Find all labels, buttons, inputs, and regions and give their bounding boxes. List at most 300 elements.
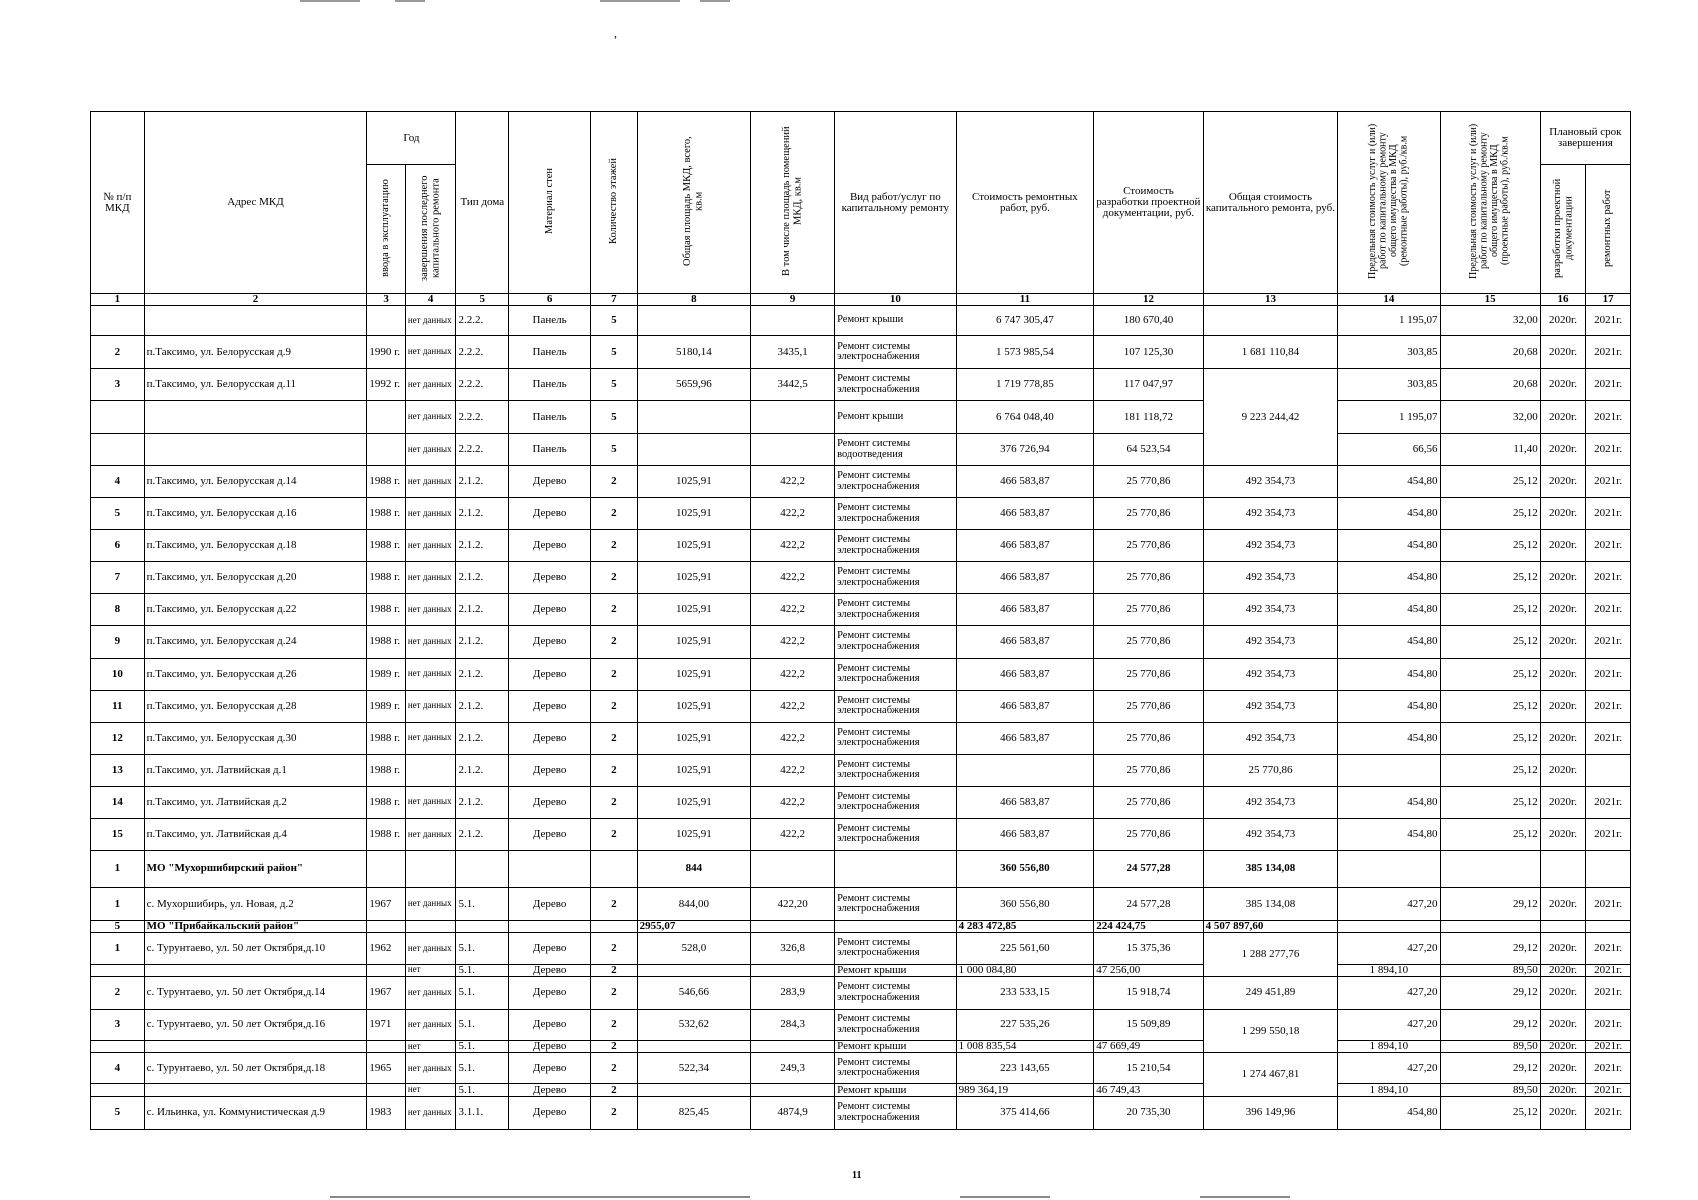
table-cell <box>405 1009 456 1040</box>
table-cell: 2 <box>591 594 638 626</box>
table-cell: 6 764 048,40 <box>956 401 1094 434</box>
table-cell: Ремонт крыши <box>835 1041 956 1053</box>
header-address: Адрес МКД <box>144 112 367 294</box>
table-cell <box>405 658 456 690</box>
table-cell <box>405 165 456 294</box>
table-cell: 454,80 <box>1338 818 1440 850</box>
cell-text: Ремонт системы электроснабжения <box>837 630 920 652</box>
table-cell <box>405 754 456 786</box>
table-cell: 2021г. <box>1586 434 1631 466</box>
table-cell: 2021г. <box>1586 1053 1631 1084</box>
table-cell <box>144 1084 367 1096</box>
table-cell <box>835 594 956 626</box>
page-number: 11 <box>852 1170 862 1181</box>
cell-text: Ремонт системы водоотведения <box>837 438 911 460</box>
table-cell <box>509 850 591 887</box>
cell-text: Ремонт системы электроснабжения <box>837 534 920 556</box>
table-row <box>91 754 1631 786</box>
cell-text: нет данных <box>407 1107 452 1118</box>
table-cell: п.Таксимо, ул. Белорусская д.18 <box>144 530 367 562</box>
cell-text: нет <box>407 964 421 975</box>
table-cell: 5 <box>91 921 145 933</box>
table-cell: 2.1.2. <box>456 626 509 658</box>
table-cell <box>1440 921 1540 933</box>
cell-text: Ремонт системы электроснабжения <box>837 373 920 395</box>
table-cell <box>1586 850 1631 887</box>
table-cell: 15 <box>91 818 145 850</box>
table-cell <box>835 754 956 786</box>
table-cell: 2020г. <box>1540 722 1586 754</box>
table-cell: 454,80 <box>1338 1096 1440 1129</box>
table-cell: 422,2 <box>751 530 835 562</box>
table-cell: 376 726,94 <box>956 434 1094 466</box>
table-cell: 1025,91 <box>637 530 750 562</box>
table-cell: 5 <box>91 498 145 530</box>
header-year-last-repair: завершения последнего капитального ремонта <box>419 174 442 281</box>
table-cell: Дерево <box>509 530 591 562</box>
table-cell <box>637 434 750 466</box>
table-cell: 1025,91 <box>637 562 750 594</box>
table-cell: 2.2.2. <box>456 335 509 368</box>
table-cell <box>1440 850 1540 887</box>
cell-text: нет данных <box>407 443 452 454</box>
table-cell <box>956 754 1094 786</box>
table-cell <box>405 335 456 368</box>
header-limit-repair: Предельная стоимость услуг и (или) работ по капитальному ремонту общего имущества в МКД (ремонтные работы), руб./кв.м <box>1366 123 1410 279</box>
table-cell: 64 523,54 <box>1094 434 1203 466</box>
table-cell: 492 354,73 <box>1203 818 1338 850</box>
table-cell <box>751 850 835 887</box>
table-cell: Панель <box>509 434 591 466</box>
header-deadline-design: разработки проектной документации <box>1551 177 1575 278</box>
table-cell: 15 210,54 <box>1094 1053 1203 1084</box>
table-cell: 396 149,96 <box>1203 1096 1338 1129</box>
table-cell: 5.1. <box>456 888 509 921</box>
table-cell <box>835 562 956 594</box>
stray-mark: , <box>614 26 617 40</box>
table-cell: 223 143,65 <box>956 1053 1094 1084</box>
table-cell: 117 047,97 <box>1094 369 1203 401</box>
table-cell: 1988 г. <box>367 626 405 658</box>
table-cell: 1983 <box>367 1096 405 1129</box>
table-cell: 492 354,73 <box>1203 626 1338 658</box>
table-cell: 25,12 <box>1440 594 1540 626</box>
table-cell <box>405 306 456 336</box>
table-cell <box>835 530 956 562</box>
table-cell: 2 <box>591 888 638 921</box>
table-cell <box>405 850 456 887</box>
table-cell: 2.1.2. <box>456 466 509 498</box>
table-cell: 2 <box>591 976 638 1009</box>
table-cell <box>367 401 405 434</box>
table-cell: 492 354,73 <box>1203 498 1338 530</box>
table-cell <box>1586 165 1631 294</box>
table-cell: 29,12 <box>1440 1053 1540 1084</box>
table-row <box>91 306 1631 336</box>
cell-text: Ремонт системы электроснабжения <box>837 758 920 781</box>
table-cell: 1967 <box>367 976 405 1009</box>
table-cell: 375 414,66 <box>956 1096 1094 1129</box>
table-cell <box>835 921 956 933</box>
cell-text: нет данных <box>407 346 452 357</box>
table-cell: 1 195,07 <box>1338 306 1440 336</box>
table-cell: 29,12 <box>1440 976 1540 1009</box>
table-cell <box>405 626 456 658</box>
table-cell <box>637 112 750 294</box>
table-cell: 1988 г. <box>367 594 405 626</box>
table-cell <box>835 786 956 818</box>
table-cell: 2020г. <box>1540 1009 1586 1040</box>
table-cell: 303,85 <box>1338 335 1440 368</box>
table-cell: Панель <box>509 335 591 368</box>
table-cell: 2021г. <box>1586 1096 1631 1129</box>
table-cell: 2.2.2. <box>456 369 509 401</box>
table-cell: 2.1.2. <box>456 562 509 594</box>
table-cell: 1988 г. <box>367 754 405 786</box>
table-cell: 427,20 <box>1338 1053 1440 1084</box>
table-cell <box>367 964 405 976</box>
cell-text: нет данных <box>407 942 452 953</box>
table-cell <box>835 498 956 530</box>
table-cell: Дерево <box>509 1041 591 1053</box>
table-cell: 2020г. <box>1540 754 1586 786</box>
table-cell: 25 770,86 <box>1094 658 1203 690</box>
header-limit-design: Предельная стоимость услуг и (или) работ по капитальному ремонту общего имущества в МКД (проектные работы), руб./кв.м <box>1468 123 1511 279</box>
table-cell: 2021г. <box>1586 369 1631 401</box>
table-cell <box>405 466 456 498</box>
table-cell: 20,68 <box>1440 335 1540 368</box>
table-cell: 1988 г. <box>367 722 405 754</box>
header-deadline-group: Плановый срок завершения <box>1540 112 1630 165</box>
table-cell <box>405 369 456 401</box>
table-cell: 24 577,28 <box>1094 850 1203 887</box>
table-cell: 89,50 <box>1440 1041 1540 1053</box>
table-cell: 492 354,73 <box>1203 786 1338 818</box>
table-cell: 16 <box>1540 294 1586 306</box>
table-cell: 284,3 <box>751 1009 835 1040</box>
table-cell <box>405 976 456 1009</box>
table-cell <box>405 933 456 964</box>
table-cell: п.Таксимо, ул. Белорусская д.24 <box>144 626 367 658</box>
table-cell: 2 <box>591 498 638 530</box>
table-cell: 492 354,73 <box>1203 466 1338 498</box>
table-cell: 47 669,49 <box>1094 1041 1203 1053</box>
table-cell <box>509 112 591 294</box>
table-cell: 32,00 <box>1440 401 1540 434</box>
table-cell: п.Таксимо, ул. Белорусская д.22 <box>144 594 367 626</box>
table-cell: 454,80 <box>1338 626 1440 658</box>
table-cell: 29,12 <box>1440 888 1540 921</box>
table-cell: 1988 г. <box>367 562 405 594</box>
table-cell: 5180,14 <box>637 335 750 368</box>
table-cell: 422,2 <box>751 594 835 626</box>
table-cell: 2.1.2. <box>456 690 509 722</box>
table-cell <box>405 530 456 562</box>
table-row <box>91 976 1631 1009</box>
table-cell: 2021г. <box>1586 658 1631 690</box>
table-cell: 466 583,87 <box>956 722 1094 754</box>
table-cell <box>144 434 367 466</box>
cell-text: нет данных <box>407 411 452 422</box>
table-cell: 1 274 467,81 <box>1203 1053 1338 1096</box>
table-cell: 2 <box>591 786 638 818</box>
table-cell <box>835 626 956 658</box>
table-row <box>91 1009 1631 1040</box>
table-row <box>91 722 1631 754</box>
table-cell <box>637 306 750 336</box>
table-cell: 4 <box>405 294 456 306</box>
table-cell: 2 <box>591 1053 638 1084</box>
table-cell: 422,20 <box>751 888 835 921</box>
table-cell: 1025,91 <box>637 690 750 722</box>
table-cell: 7 <box>591 294 638 306</box>
table-cell: 427,20 <box>1338 888 1440 921</box>
table-cell: п.Таксимо, ул. Белорусская д.9 <box>144 335 367 368</box>
table-cell: 25 770,86 <box>1094 690 1203 722</box>
table-cell: 825,45 <box>637 1096 750 1129</box>
table-cell: 11 <box>91 690 145 722</box>
table-cell: 2020г. <box>1540 690 1586 722</box>
table-cell: 2021г. <box>1586 722 1631 754</box>
table-cell: Панель <box>509 369 591 401</box>
header-year-commission: ввода в эксплуатацию <box>380 178 392 277</box>
cell-text: Ремонт системы электроснабжения <box>837 892 920 915</box>
table-cell: Дерево <box>509 690 591 722</box>
table-cell: 5.1. <box>456 1041 509 1053</box>
table-cell <box>367 306 405 336</box>
table-cell: 283,9 <box>751 976 835 1009</box>
table-cell: 2020г. <box>1540 626 1586 658</box>
table-cell: 385 134,08 <box>1203 850 1338 887</box>
table-cell: 12 <box>1094 294 1203 306</box>
cell-text: нет данных <box>407 732 452 743</box>
table-cell: 427,20 <box>1338 976 1440 1009</box>
table-cell: п.Таксимо, ул. Белорусская д.11 <box>144 369 367 401</box>
table-cell: 24 577,28 <box>1094 888 1203 921</box>
table-cell <box>835 335 956 368</box>
table-cell <box>835 722 956 754</box>
cell-text: нет данных <box>407 378 452 389</box>
cell-text: Ремонт системы электроснабжения <box>837 598 920 620</box>
table-cell: Ремонт крыши <box>835 1084 956 1096</box>
table-cell: 360 556,80 <box>956 888 1094 921</box>
table-cell: 89,50 <box>1440 964 1540 976</box>
table-cell <box>509 921 591 933</box>
table-cell <box>591 921 638 933</box>
table-cell <box>751 921 835 933</box>
table-cell: 25 770,86 <box>1094 466 1203 498</box>
header-deadline-repair: ремонтных работ <box>1602 188 1614 267</box>
table-cell: 9 <box>91 626 145 658</box>
cell-text: нет данных <box>407 700 452 711</box>
table-cell <box>751 306 835 336</box>
table-cell <box>835 976 956 1009</box>
table-row <box>91 1096 1631 1129</box>
table-cell: 1988 г. <box>367 818 405 850</box>
table-cell: Дерево <box>509 498 591 530</box>
table-cell <box>637 1041 750 1053</box>
table-cell <box>591 850 638 887</box>
table-row <box>91 964 1631 976</box>
table-cell: 25,12 <box>1440 498 1540 530</box>
header-wall-material: Материал стен <box>543 168 555 234</box>
table-cell: 25,12 <box>1440 530 1540 562</box>
table-cell: 12 <box>91 722 145 754</box>
table-cell: 492 354,73 <box>1203 594 1338 626</box>
table-cell: 1 <box>91 850 145 887</box>
table-cell <box>637 401 750 434</box>
table-cell: 25,12 <box>1440 562 1540 594</box>
table-cell: 492 354,73 <box>1203 690 1338 722</box>
table-cell: Дерево <box>509 1096 591 1129</box>
table-row <box>91 466 1631 498</box>
table-cell: 1 <box>91 294 145 306</box>
table-cell: Ремонт крыши <box>835 964 956 976</box>
table-cell: 422,2 <box>751 466 835 498</box>
table-cell: 66,56 <box>1338 434 1440 466</box>
table-cell <box>367 850 405 887</box>
table-cell: 2.2.2. <box>456 401 509 434</box>
table-cell: 13 <box>1203 294 1338 306</box>
table-cell <box>91 1084 145 1096</box>
cell-text: Ремонт системы электроснабжения <box>837 726 920 749</box>
table-cell: с. Мухоршибирь, ул. Новая, д.2 <box>144 888 367 921</box>
table-cell: 2021г. <box>1586 933 1631 964</box>
table-cell: 385 134,08 <box>1203 888 1338 921</box>
table-cell: 844 <box>637 850 750 887</box>
table-cell: 8 <box>91 594 145 626</box>
table-cell: п.Таксимо, ул. Белорусская д.30 <box>144 722 367 754</box>
table-cell: 25 770,86 <box>1094 626 1203 658</box>
table-cell: 427,20 <box>1338 933 1440 964</box>
table-cell <box>144 401 367 434</box>
table-cell: 1025,91 <box>637 754 750 786</box>
table-cell: 2020г. <box>1540 466 1586 498</box>
table-cell: 1 894,10 <box>1338 1084 1440 1096</box>
table-cell: 2 <box>591 1041 638 1053</box>
table-cell: 466 583,87 <box>956 498 1094 530</box>
table-cell <box>367 1084 405 1096</box>
table-cell: 2.2.2. <box>456 434 509 466</box>
table-cell <box>835 1053 956 1084</box>
table-cell: Дерево <box>509 722 591 754</box>
table-cell <box>405 434 456 466</box>
cell-text: Ремонт системы электроснабжения <box>837 1013 920 1035</box>
table-row <box>91 1041 1631 1053</box>
table-cell <box>405 964 456 976</box>
table-cell: 2 <box>591 933 638 964</box>
table-cell: 5.1. <box>456 1084 509 1096</box>
table-cell: 5 <box>591 335 638 368</box>
table-cell: 1 000 084,80 <box>956 964 1094 976</box>
cell-text: нет данных <box>407 604 452 615</box>
table-cell <box>405 1041 456 1053</box>
table-cell: 1 894,10 <box>1338 964 1440 976</box>
table-cell <box>835 369 956 401</box>
table-cell: Дерево <box>509 626 591 658</box>
table-cell: 2021г. <box>1586 976 1631 1009</box>
table-row <box>91 498 1631 530</box>
cell-text: нет данных <box>407 1019 452 1030</box>
table-cell: 5 <box>591 369 638 401</box>
table-cell: 454,80 <box>1338 722 1440 754</box>
table-cell: 454,80 <box>1338 530 1440 562</box>
table-cell: 25 770,86 <box>1094 594 1203 626</box>
cell-text: нет данных <box>407 668 452 679</box>
table-row <box>91 658 1631 690</box>
table-cell: 3 <box>91 369 145 401</box>
table-cell: Дерево <box>509 1053 591 1084</box>
table-cell <box>405 786 456 818</box>
table-cell: 466 583,87 <box>956 562 1094 594</box>
table-cell: 2.1.2. <box>456 594 509 626</box>
table-cell: 15 918,74 <box>1094 976 1203 1009</box>
cell-text: Ремонт системы электроснабжения <box>837 470 920 492</box>
table-cell: 25,12 <box>1440 722 1540 754</box>
table-cell: 2.2.2. <box>456 306 509 336</box>
table-cell: 2021г. <box>1586 818 1631 850</box>
cell-text: Ремонт системы электроснабжения <box>837 981 920 1003</box>
table-cell: 1989 г. <box>367 690 405 722</box>
table-cell <box>367 1041 405 1053</box>
table-cell: 227 535,26 <box>956 1009 1094 1040</box>
table-cell: Дерево <box>509 818 591 850</box>
table-cell: 15 509,89 <box>1094 1009 1203 1040</box>
cell-text: Ремонт крыши <box>837 410 904 422</box>
table-cell <box>405 888 456 921</box>
table-cell: 1 719 778,85 <box>956 369 1094 401</box>
table-cell: 25,12 <box>1440 658 1540 690</box>
table-cell: 466 583,87 <box>956 626 1094 658</box>
table-cell: 46 749,43 <box>1094 1084 1203 1096</box>
table-cell <box>835 818 956 850</box>
table-row <box>91 594 1631 626</box>
table-cell <box>835 306 956 336</box>
table-cell: 25 770,86 <box>1094 818 1203 850</box>
table-cell: 29,12 <box>1440 1009 1540 1040</box>
table-cell: 2021г. <box>1586 690 1631 722</box>
table-cell: 1025,91 <box>637 594 750 626</box>
table-cell: 89,50 <box>1440 1084 1540 1096</box>
table-cell: 13 <box>91 754 145 786</box>
table-cell: 10 <box>835 294 956 306</box>
table-cell: 466 583,87 <box>956 530 1094 562</box>
table-cell: 2021г. <box>1586 335 1631 368</box>
table-cell: п.Таксимо, ул. Белорусская д.14 <box>144 466 367 498</box>
table-row <box>91 888 1631 921</box>
table-cell: 29,12 <box>1440 933 1540 964</box>
table-cell <box>751 1041 835 1053</box>
table-row <box>91 401 1631 434</box>
table-row <box>91 818 1631 850</box>
table-cell: 17 <box>1586 294 1631 306</box>
header-floors: Количество этажей <box>608 158 620 244</box>
table-row <box>91 562 1631 594</box>
table-cell: 6 <box>91 530 145 562</box>
table-cell: 3435,1 <box>751 335 835 368</box>
district-total-row <box>91 921 1631 933</box>
table-cell: 5.1. <box>456 1053 509 1084</box>
table-cell: 2020г. <box>1540 306 1586 336</box>
table-cell: 2021г. <box>1586 888 1631 921</box>
table-cell: 25 770,86 <box>1094 562 1203 594</box>
table-cell: 3.1.1. <box>456 1096 509 1129</box>
table-cell: 1989 г. <box>367 658 405 690</box>
table-cell: 181 118,72 <box>1094 401 1203 434</box>
table-row <box>91 933 1631 964</box>
table-cell: с. Турунтаево, ул. 50 лет Октября,д.18 <box>144 1053 367 1084</box>
table-cell: 25,12 <box>1440 754 1540 786</box>
